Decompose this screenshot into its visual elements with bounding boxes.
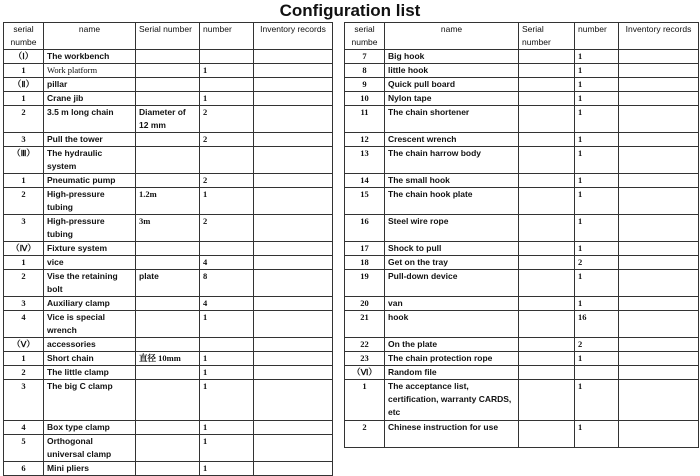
inventory-cell bbox=[254, 106, 333, 133]
header-number: number bbox=[200, 23, 254, 50]
inventory-cell bbox=[254, 133, 333, 147]
inventory-cell bbox=[619, 106, 699, 133]
table-row bbox=[4, 188, 333, 215]
inventory-cell bbox=[619, 133, 699, 147]
table-row bbox=[345, 311, 699, 338]
spec-cell bbox=[519, 64, 575, 78]
spec-cell: Diameter of 12 mm bbox=[136, 106, 200, 133]
name-cell: van bbox=[385, 297, 519, 311]
spec-cell bbox=[136, 78, 200, 92]
spec-cell bbox=[519, 215, 575, 242]
number-cell: 1 bbox=[575, 352, 619, 366]
header-inventory: Inventory records bbox=[254, 23, 333, 50]
number-cell: 1 bbox=[575, 242, 619, 256]
spec-cell bbox=[519, 133, 575, 147]
spec-cell: 3m bbox=[136, 215, 200, 242]
number-cell: 2 bbox=[575, 338, 619, 352]
inventory-cell bbox=[619, 421, 699, 448]
inventory-cell bbox=[254, 435, 333, 462]
serial-cell: 3 bbox=[4, 133, 44, 147]
number-cell: 1 bbox=[575, 78, 619, 92]
table-row bbox=[345, 297, 699, 311]
table-row bbox=[345, 421, 699, 448]
inventory-cell bbox=[254, 270, 333, 297]
serial-cell: 1 bbox=[345, 380, 385, 421]
spec-cell bbox=[136, 338, 200, 352]
spec-cell: plate bbox=[136, 270, 200, 297]
header-serial: serial numbe bbox=[4, 23, 44, 50]
inventory-cell bbox=[619, 380, 699, 421]
name-cell: little hook bbox=[385, 64, 519, 78]
table-row bbox=[345, 380, 699, 421]
inventory-cell bbox=[254, 50, 333, 64]
table-row bbox=[4, 297, 333, 311]
number-cell: 1 bbox=[575, 92, 619, 106]
number-cell: 1 bbox=[575, 174, 619, 188]
number-cell: 4 bbox=[200, 297, 254, 311]
spec-cell bbox=[519, 421, 575, 448]
name-cell: accessories bbox=[44, 338, 136, 352]
serial-cell: 3 bbox=[4, 215, 44, 242]
table-row bbox=[345, 78, 699, 92]
inventory-cell bbox=[254, 462, 333, 476]
number-cell: 1 bbox=[575, 64, 619, 78]
header-spec: Serial number bbox=[519, 23, 575, 50]
table-row bbox=[345, 270, 699, 297]
name-cell: Pull-down device bbox=[385, 270, 519, 297]
number-cell: 1 bbox=[200, 352, 254, 366]
serial-cell: 2 bbox=[345, 421, 385, 448]
name-cell: Big hook bbox=[385, 50, 519, 64]
number-cell: 2 bbox=[200, 174, 254, 188]
table-row bbox=[4, 92, 333, 106]
number-cell: 1 bbox=[200, 188, 254, 215]
name-cell: Fixture system bbox=[44, 242, 136, 256]
spec-cell bbox=[136, 147, 200, 174]
name-cell: Nylon tape bbox=[385, 92, 519, 106]
table-row bbox=[4, 338, 333, 352]
header-serial: serial numbe bbox=[345, 23, 385, 50]
number-cell bbox=[200, 147, 254, 174]
table-row bbox=[4, 366, 333, 380]
header-number: number bbox=[575, 23, 619, 50]
serial-cell: （Ⅲ） bbox=[4, 147, 44, 174]
inventory-cell bbox=[619, 50, 699, 64]
number-cell: 1 bbox=[575, 380, 619, 421]
serial-cell: 22 bbox=[345, 338, 385, 352]
serial-cell: （Ⅵ） bbox=[345, 366, 385, 380]
table-row bbox=[345, 242, 699, 256]
name-cell: Short chain bbox=[44, 352, 136, 366]
serial-cell: 4 bbox=[4, 421, 44, 435]
table-row bbox=[345, 147, 699, 174]
serial-cell: 6 bbox=[4, 462, 44, 476]
table-row bbox=[4, 270, 333, 297]
spec-cell bbox=[519, 352, 575, 366]
table-row bbox=[345, 256, 699, 270]
spec-cell bbox=[519, 256, 575, 270]
table-row bbox=[4, 380, 333, 421]
spec-cell: 直径 10mm bbox=[136, 352, 200, 366]
name-cell: Pull the tower bbox=[44, 133, 136, 147]
number-cell bbox=[200, 78, 254, 92]
inventory-cell bbox=[619, 242, 699, 256]
name-cell: Random file bbox=[385, 366, 519, 380]
serial-cell: 12 bbox=[345, 133, 385, 147]
spec-cell bbox=[519, 174, 575, 188]
serial-cell: （Ⅳ） bbox=[4, 242, 44, 256]
inventory-cell bbox=[619, 92, 699, 106]
table-row bbox=[345, 338, 699, 352]
inventory-cell bbox=[254, 297, 333, 311]
inventory-cell bbox=[619, 78, 699, 92]
table-row bbox=[4, 421, 333, 435]
number-cell: 1 bbox=[200, 64, 254, 78]
serial-cell: 2 bbox=[4, 188, 44, 215]
table-row bbox=[4, 133, 333, 147]
number-cell: 4 bbox=[200, 256, 254, 270]
name-cell: Orthogonal universal clamp bbox=[44, 435, 136, 462]
table-row bbox=[345, 133, 699, 147]
name-cell: The workbench bbox=[44, 50, 136, 64]
inventory-cell bbox=[619, 270, 699, 297]
inventory-cell bbox=[254, 380, 333, 421]
number-cell: 1 bbox=[575, 421, 619, 448]
header-spec: Serial number bbox=[136, 23, 200, 50]
table-row bbox=[4, 147, 333, 174]
spec-cell bbox=[519, 380, 575, 421]
spec-cell bbox=[519, 106, 575, 133]
table-row bbox=[345, 352, 699, 366]
inventory-cell bbox=[254, 311, 333, 338]
spec-cell bbox=[136, 133, 200, 147]
name-cell: The acceptance list, certification, warranty CARDS, etc bbox=[385, 380, 519, 421]
number-cell: 1 bbox=[575, 297, 619, 311]
name-cell: Get on the tray bbox=[385, 256, 519, 270]
right-header-row bbox=[345, 23, 699, 50]
number-cell: 16 bbox=[575, 311, 619, 338]
serial-cell: 2 bbox=[4, 366, 44, 380]
header-inventory: Inventory records bbox=[619, 23, 699, 50]
number-cell bbox=[200, 242, 254, 256]
name-cell: Pneumatic pump bbox=[44, 174, 136, 188]
table-row bbox=[4, 215, 333, 242]
inventory-cell bbox=[254, 147, 333, 174]
number-cell: 2 bbox=[575, 256, 619, 270]
inventory-cell bbox=[619, 366, 699, 380]
inventory-cell bbox=[619, 174, 699, 188]
configuration-table-right bbox=[344, 22, 699, 448]
spec-cell bbox=[519, 242, 575, 256]
serial-cell: 5 bbox=[4, 435, 44, 462]
serial-cell: （Ⅱ） bbox=[4, 78, 44, 92]
document-title: Configuration list bbox=[279, 1, 421, 20]
table-row bbox=[345, 64, 699, 78]
inventory-cell bbox=[254, 421, 333, 435]
name-cell: Work platform bbox=[44, 64, 136, 78]
serial-cell: 3 bbox=[4, 297, 44, 311]
inventory-cell bbox=[254, 64, 333, 78]
name-cell: Vise the retaining bolt bbox=[44, 270, 136, 297]
inventory-cell bbox=[619, 147, 699, 174]
spec-cell bbox=[519, 92, 575, 106]
inventory-cell bbox=[254, 256, 333, 270]
inventory-cell bbox=[254, 78, 333, 92]
inventory-cell bbox=[619, 215, 699, 242]
name-cell: The chain hook plate bbox=[385, 188, 519, 215]
inventory-cell bbox=[619, 338, 699, 352]
number-cell: 1 bbox=[200, 380, 254, 421]
table-row bbox=[4, 174, 333, 188]
serial-cell: 23 bbox=[345, 352, 385, 366]
spec-cell bbox=[519, 147, 575, 174]
serial-cell: 1 bbox=[4, 256, 44, 270]
spec-cell bbox=[519, 270, 575, 297]
spec-cell bbox=[519, 338, 575, 352]
serial-cell: 15 bbox=[345, 188, 385, 215]
configuration-table-left bbox=[3, 22, 333, 476]
inventory-cell bbox=[619, 256, 699, 270]
name-cell: Box type clamp bbox=[44, 421, 136, 435]
name-cell: High-pressure tubing bbox=[44, 215, 136, 242]
table-row bbox=[4, 242, 333, 256]
spec-cell bbox=[136, 435, 200, 462]
spec-cell bbox=[136, 50, 200, 64]
serial-cell: 1 bbox=[4, 352, 44, 366]
serial-cell: 1 bbox=[4, 174, 44, 188]
serial-cell: 17 bbox=[345, 242, 385, 256]
name-cell: The chain protection rope bbox=[385, 352, 519, 366]
spec-cell bbox=[136, 256, 200, 270]
number-cell: 1 bbox=[575, 188, 619, 215]
spec-cell bbox=[136, 242, 200, 256]
table-row bbox=[4, 256, 333, 270]
inventory-cell bbox=[619, 297, 699, 311]
name-cell: vice bbox=[44, 256, 136, 270]
serial-cell: （Ⅰ） bbox=[4, 50, 44, 64]
number-cell: 8 bbox=[200, 270, 254, 297]
header-name: name bbox=[385, 23, 519, 50]
serial-cell: 11 bbox=[345, 106, 385, 133]
number-cell bbox=[200, 338, 254, 352]
inventory-cell bbox=[619, 64, 699, 78]
left-header-row bbox=[4, 23, 333, 50]
serial-cell: 21 bbox=[345, 311, 385, 338]
number-cell: 1 bbox=[575, 133, 619, 147]
number-cell: 1 bbox=[575, 50, 619, 64]
name-cell: The chain harrow body bbox=[385, 147, 519, 174]
number-cell: 2 bbox=[200, 133, 254, 147]
number-cell bbox=[575, 366, 619, 380]
number-cell: 1 bbox=[200, 435, 254, 462]
inventory-cell bbox=[254, 366, 333, 380]
table-row bbox=[345, 366, 699, 380]
table-row bbox=[345, 215, 699, 242]
table-row bbox=[4, 78, 333, 92]
table-row bbox=[345, 174, 699, 188]
serial-cell: 18 bbox=[345, 256, 385, 270]
serial-cell: 20 bbox=[345, 297, 385, 311]
spec-cell bbox=[136, 366, 200, 380]
spec-cell bbox=[136, 380, 200, 421]
number-cell: 1 bbox=[200, 421, 254, 435]
serial-cell: 10 bbox=[345, 92, 385, 106]
spec-cell bbox=[136, 64, 200, 78]
inventory-cell bbox=[254, 352, 333, 366]
number-cell: 1 bbox=[200, 92, 254, 106]
spec-cell bbox=[136, 92, 200, 106]
inventory-cell bbox=[619, 188, 699, 215]
name-cell: hook bbox=[385, 311, 519, 338]
table-row bbox=[345, 50, 699, 64]
number-cell: 1 bbox=[575, 270, 619, 297]
spec-cell bbox=[519, 50, 575, 64]
spec-cell bbox=[136, 297, 200, 311]
inventory-cell bbox=[619, 311, 699, 338]
name-cell: On the plate bbox=[385, 338, 519, 352]
name-cell: Vice is special wrench bbox=[44, 311, 136, 338]
inventory-cell bbox=[619, 352, 699, 366]
name-cell: The little clamp bbox=[44, 366, 136, 380]
serial-cell: 19 bbox=[345, 270, 385, 297]
number-cell: 2 bbox=[200, 106, 254, 133]
table-row bbox=[4, 50, 333, 64]
serial-cell: 7 bbox=[345, 50, 385, 64]
table-row bbox=[345, 92, 699, 106]
header-name: name bbox=[44, 23, 136, 50]
spec-cell: 1.2m bbox=[136, 188, 200, 215]
name-cell: pillar bbox=[44, 78, 136, 92]
name-cell: Crescent wrench bbox=[385, 133, 519, 147]
name-cell: Mini pliers bbox=[44, 462, 136, 476]
serial-cell: 16 bbox=[345, 215, 385, 242]
table-row bbox=[345, 188, 699, 215]
serial-cell: 4 bbox=[4, 311, 44, 338]
spec-cell bbox=[519, 188, 575, 215]
inventory-cell bbox=[254, 174, 333, 188]
table-row bbox=[4, 311, 333, 338]
inventory-cell bbox=[254, 242, 333, 256]
spec-cell bbox=[136, 174, 200, 188]
spec-cell bbox=[519, 78, 575, 92]
number-cell: 1 bbox=[575, 147, 619, 174]
serial-cell: 1 bbox=[4, 64, 44, 78]
name-cell: Quick pull board bbox=[385, 78, 519, 92]
spec-cell bbox=[519, 311, 575, 338]
serial-cell: 2 bbox=[4, 270, 44, 297]
number-cell: 1 bbox=[200, 366, 254, 380]
inventory-cell bbox=[254, 338, 333, 352]
inventory-cell bbox=[254, 188, 333, 215]
table-row bbox=[4, 106, 333, 133]
serial-cell: 3 bbox=[4, 380, 44, 421]
serial-cell: 8 bbox=[345, 64, 385, 78]
table-row bbox=[345, 106, 699, 133]
spec-cell bbox=[136, 311, 200, 338]
table-row bbox=[4, 352, 333, 366]
name-cell: Steel wire rope bbox=[385, 215, 519, 242]
serial-cell: （Ⅴ） bbox=[4, 338, 44, 352]
inventory-cell bbox=[254, 215, 333, 242]
name-cell: The hydraulic system bbox=[44, 147, 136, 174]
name-cell: 3.5 m long chain bbox=[44, 106, 136, 133]
serial-cell: 2 bbox=[4, 106, 44, 133]
name-cell: Auxiliary clamp bbox=[44, 297, 136, 311]
number-cell: 1 bbox=[575, 106, 619, 133]
spec-cell bbox=[519, 297, 575, 311]
name-cell: The small hook bbox=[385, 174, 519, 188]
number-cell: 2 bbox=[200, 215, 254, 242]
spec-cell bbox=[136, 421, 200, 435]
serial-cell: 1 bbox=[4, 92, 44, 106]
table-row bbox=[4, 435, 333, 462]
table-row bbox=[4, 64, 333, 78]
name-cell: Shock to pull bbox=[385, 242, 519, 256]
serial-cell: 14 bbox=[345, 174, 385, 188]
table-row bbox=[4, 462, 333, 476]
name-cell: The chain shortener bbox=[385, 106, 519, 133]
number-cell: 1 bbox=[200, 462, 254, 476]
name-cell: The big C clamp bbox=[44, 380, 136, 421]
spec-cell bbox=[519, 366, 575, 380]
name-cell: Chinese instruction for use bbox=[385, 421, 519, 448]
inventory-cell bbox=[254, 92, 333, 106]
spec-cell bbox=[136, 462, 200, 476]
serial-cell: 13 bbox=[345, 147, 385, 174]
name-cell: High-pressure tubing bbox=[44, 188, 136, 215]
name-cell: Crane jib bbox=[44, 92, 136, 106]
number-cell: 1 bbox=[575, 215, 619, 242]
number-cell bbox=[200, 50, 254, 64]
number-cell: 1 bbox=[200, 311, 254, 338]
serial-cell: 9 bbox=[345, 78, 385, 92]
